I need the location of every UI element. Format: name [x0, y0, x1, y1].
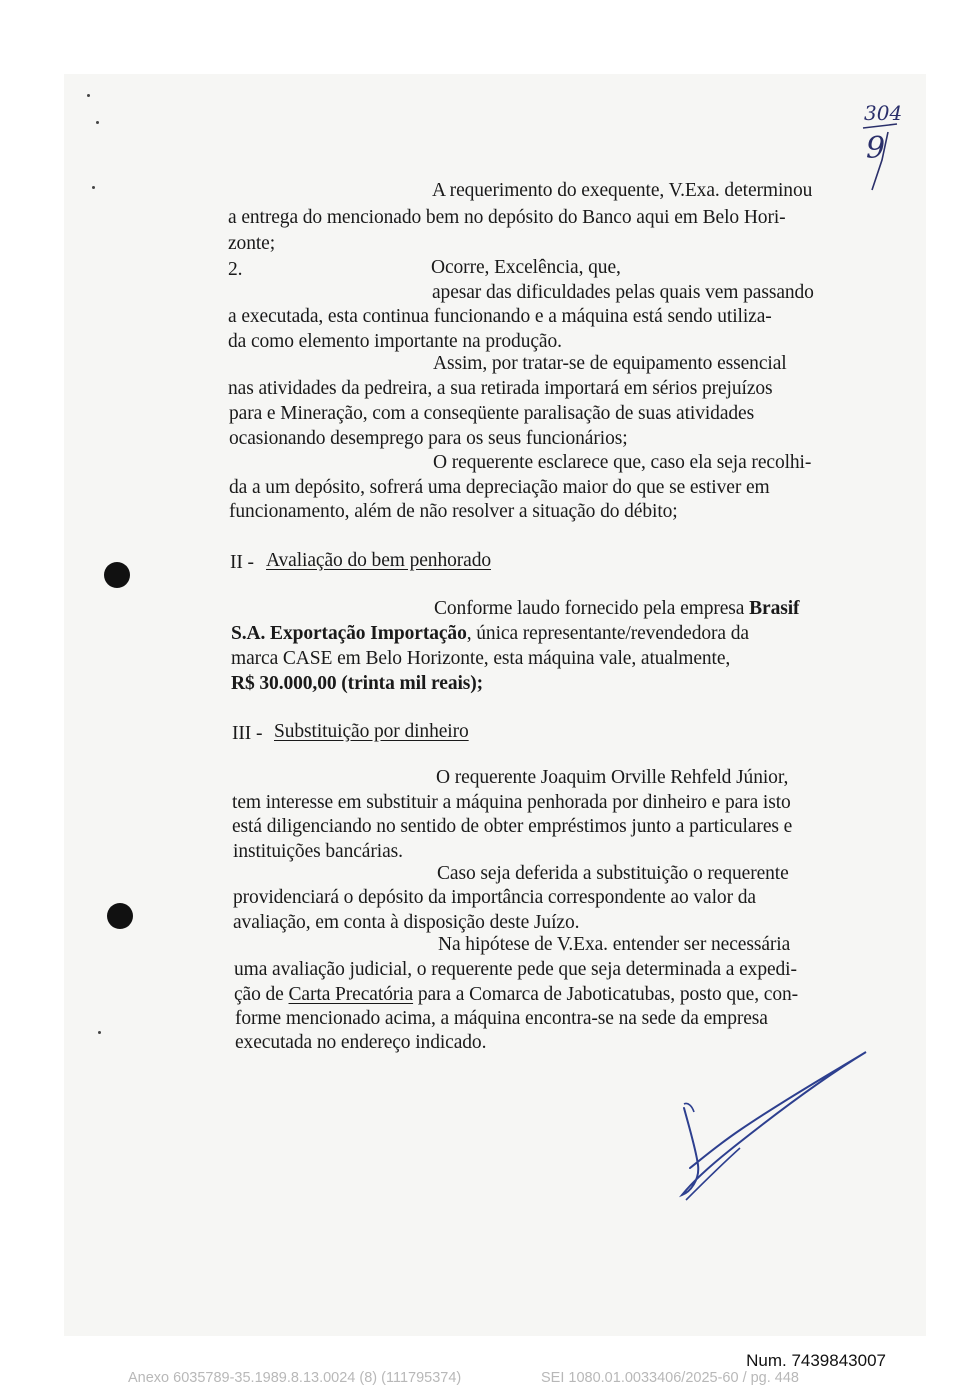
text-line: da a um depósito, sofrerá uma depreciação maior do que se estiver em — [229, 477, 770, 498]
section-number: III - — [232, 723, 263, 744]
text-line: para e Mineração, com a conseqüente paralisação de suas atividades — [229, 403, 755, 424]
text-line: O requerente esclarece que, caso ela seja recolhi- — [433, 452, 812, 473]
text-line: Caso seja deferida a substituição o requerente — [437, 863, 789, 884]
section-number: II - — [230, 552, 254, 573]
text-line: ocasionando desemprego para os seus funcionários; — [229, 428, 628, 449]
text-line: funcionamento, além de não resolver a situação do débito; — [229, 501, 678, 522]
text-line: a entrega do mencionado bem no depósito do Banco aqui em Belo Hori- — [228, 207, 786, 228]
stamp-sub-number: 9 — [866, 131, 886, 166]
text-line: Ocorre, Excelência, que, — [431, 257, 621, 278]
text-line: Assim, por tratar-se de equipamento essencial — [433, 353, 787, 374]
text-line: ção de Carta Precatória para a Comarca de Jaboticatubas, posto que, con- — [234, 984, 799, 1005]
text-line: Conforme laudo fornecido pela empresa Brasif — [434, 598, 800, 619]
text-line: forme mencionado acima, a máquina encontra-se na sede da empresa — [235, 1008, 768, 1029]
document-number: Num. 7439843007 — [746, 1351, 886, 1370]
item-number: 2. — [228, 259, 243, 280]
text-line: marca CASE em Belo Horizonte, esta máquina vale, atualmente, — [231, 648, 731, 669]
section-heading: Avaliação do bem penhorado — [266, 550, 491, 571]
text-line: zonte; — [228, 233, 276, 254]
text-line: A requerimento do exequente, V.Exa. determinou — [432, 180, 813, 201]
text-line: providenciará o depósito da importância correspondente ao valor da — [233, 887, 756, 908]
text-line: avaliação, em conta à disposição deste Juízo. — [233, 912, 580, 933]
section-heading: Substituição por dinheiro — [274, 721, 469, 742]
text-line: tem interesse em substituir a máquina penhorada por dinheiro e para isto — [232, 792, 791, 813]
stamp-page-number: 304 — [864, 101, 903, 125]
text-line: apesar das dificuldades pelas quais vem passando — [432, 282, 814, 303]
text-line: nas atividades da pedreira, a sua retirada importará em sérios prejuízos — [228, 378, 773, 399]
text-line: S.A. Exportação Importação, única representante/revendedora da — [231, 623, 749, 644]
text-line: uma avaliação judicial, o requerente pede que seja determinada a expedi- — [234, 959, 797, 980]
text-line: está diligenciando no sentido de obter empréstimos junto a particulares e — [232, 816, 793, 837]
text-line: R$ 30.000,00 (trinta mil reais); — [231, 673, 484, 694]
annex-reference: Anexo 6035789-35.1989.8.13.0024 (8) (111795374) — [128, 1370, 462, 1386]
text-line: Na hipótese de V.Exa. entender ser necessária — [438, 934, 791, 955]
text-line: O requerente Joaquim Orville Rehfeld Júnior, — [436, 767, 789, 788]
text-line: instituições bancárias. — [233, 841, 403, 862]
text-line: executada no endereço indicado. — [235, 1032, 487, 1053]
text-line: a executada, esta continua funcionando e a máquina está sendo utiliza- — [228, 306, 772, 327]
sei-reference: SEI 1080.01.0033406/2025-60 / pg. 448 — [541, 1370, 799, 1386]
text-line: da como elemento importante na produção. — [228, 331, 562, 352]
